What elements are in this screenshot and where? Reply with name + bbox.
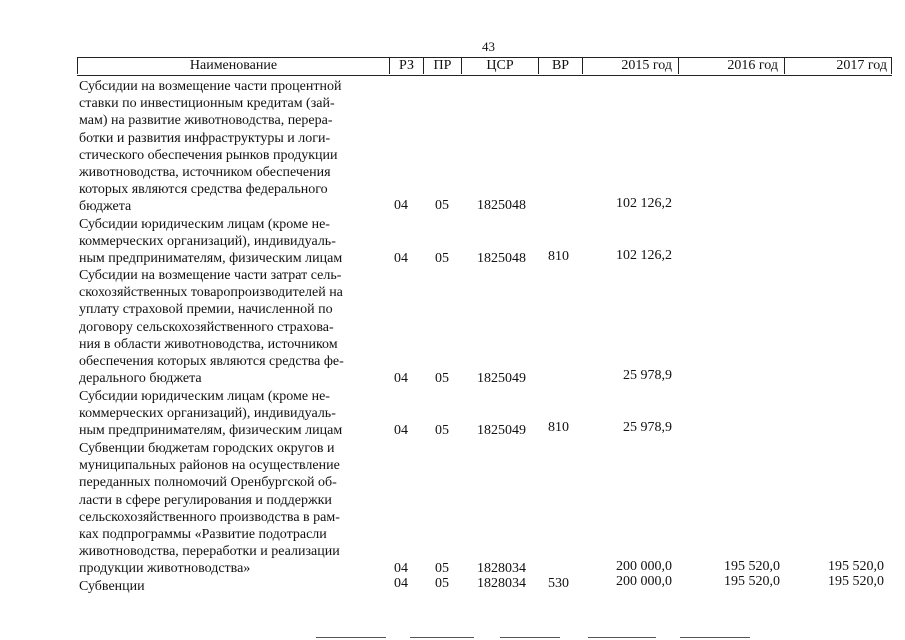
row-name: Субсидии юридическим лицам (кроме не- коммерческих организаций), индивидуаль- ным предпринимателям, физическим лицам (79, 217, 343, 267)
row-2017: 195 520,0 (828, 574, 884, 589)
header-2016: 2016 год (678, 58, 784, 74)
row-2016: 195 520,0 (724, 574, 780, 589)
row-name: Субвенции (79, 579, 145, 594)
row-2016: 195 520,0 (724, 559, 780, 574)
row-csr: 1825048 (477, 198, 526, 213)
scan-artifact (410, 637, 474, 638)
row-2015: 200 000,0 (616, 559, 672, 574)
row-csr: 1828034 (477, 561, 526, 576)
page-number: 43 (482, 39, 495, 54)
header-2015: 2015 год (582, 58, 678, 74)
scan-artifact (316, 637, 386, 638)
row-vr: 810 (548, 249, 569, 264)
row-name: Субвенции бюджетам городских округов и муниципальных районов на осуществление переданных полномочий Оренбургской об- ласти в сфере регулирования и поддержки сельскохозяйственного производства в рам- ках подпрограммы «Развитие подотрасли животноводства, переработки и реализации продукции животноводства» (79, 441, 340, 577)
row-pr: 05 (435, 576, 449, 591)
row-name: Субсидии на возмещение части процентной ставки по инвестиционным кредитам (зай- мам) на развитие животноводства, перера- ботки и развития инфраструктуры и логи- стического обеспечения рынков продукции животноводства, источником обеспечения которых являются средства федерального бюджета (79, 79, 342, 215)
header-2017: 2017 год (784, 58, 892, 74)
row-2015: 102 126,2 (616, 196, 672, 211)
row-rz: 04 (394, 423, 408, 438)
header-rz: РЗ (389, 58, 423, 74)
header-pr: ПР (423, 58, 461, 74)
row-name: Субсидии на возмещение части затрат сель- скохозяйственных товаропроизводителей на уплату страховой премии, начисленной по договору сельскохозяйственного страхова- ния в области животноводства, источником обеспечения которых являются средства фе- дерального бюджета (79, 268, 344, 387)
row-pr: 05 (435, 251, 449, 266)
row-csr: 1825049 (477, 423, 526, 438)
row-pr: 05 (435, 561, 449, 576)
row-csr: 1828034 (477, 576, 526, 591)
row-rz: 04 (394, 371, 408, 386)
row-vr: 810 (548, 420, 569, 435)
header-csr: ЦСР (461, 58, 538, 74)
scan-artifact (680, 637, 750, 638)
row-name: Субсидии юридическим лицам (кроме не- коммерческих организаций), индивидуаль- ным предпринимателям, физическим лицам (79, 389, 343, 439)
header-name: Наименование (77, 58, 389, 74)
row-pr: 05 (435, 371, 449, 386)
row-pr: 05 (435, 198, 449, 213)
header-vr: ВР (538, 58, 582, 74)
row-2017: 195 520,0 (828, 559, 884, 574)
row-rz: 04 (394, 251, 408, 266)
row-csr: 1825048 (477, 251, 526, 266)
row-rz: 04 (394, 576, 408, 591)
row-rz: 04 (394, 561, 408, 576)
scan-artifact (500, 637, 560, 638)
row-2015: 200 000,0 (616, 574, 672, 589)
row-2015: 25 978,9 (623, 420, 672, 435)
row-csr: 1825049 (477, 371, 526, 386)
row-vr: 530 (548, 576, 569, 591)
row-2015: 102 126,2 (616, 248, 672, 263)
row-rz: 04 (394, 198, 408, 213)
row-pr: 05 (435, 423, 449, 438)
scan-artifact (588, 637, 656, 638)
row-2015: 25 978,9 (623, 368, 672, 383)
